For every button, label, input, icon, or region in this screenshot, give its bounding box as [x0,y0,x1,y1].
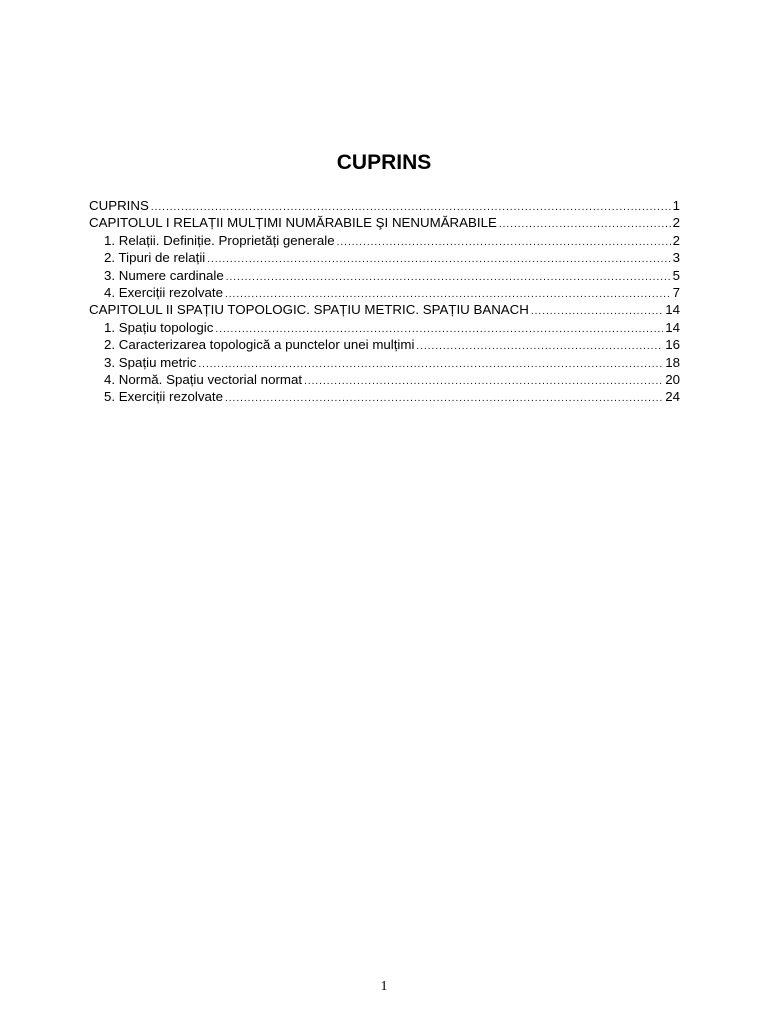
toc-entry-section[interactable] [89,319,680,336]
toc-entry-page: 1 [672,198,680,213]
dot-leader [225,390,663,405]
dot-leader [198,356,663,371]
toc-entry-page: 14 [665,319,680,335]
dot-leader [337,234,671,249]
toc-entry-section[interactable] [89,388,680,405]
toc-entry-page: 16 [665,337,680,353]
toc-entry-section[interactable] [89,336,680,353]
toc-entry-label: CAPITOLUL II SPAȚIU TOPOLOGIC. SPAȚIU METRIC. SPAȚIU BANACH [89,302,529,318]
page-title: CUPRINS [336,151,432,174]
dot-leader [304,373,663,388]
dot-leader [226,269,671,284]
toc-entry-page: 7 [672,284,680,300]
toc-entry-label: CUPRINS [89,198,149,213]
toc-entry-label: 3. Spațiu metric [104,354,197,370]
dot-leader [207,251,670,266]
toc-entry-page: 14 [665,302,680,318]
toc-entry-section[interactable] [89,267,680,284]
toc-entry-page: 2 [672,215,680,231]
dot-leader [531,303,663,318]
dot-leader [225,286,671,301]
dot-leader [215,321,663,336]
toc-entry-page: 18 [665,354,680,370]
dot-leader [151,199,671,214]
toc-entry-label: 2. Caracterizarea topologică a punctelor unei mulțimi [104,337,415,353]
toc-entry-label: 4. Normă. Spațiu vectorial normat [104,371,303,387]
toc-entry-page: 3 [672,250,680,266]
toc-entry-chapter-1[interactable] [89,214,680,231]
toc-entry-page: 24 [665,389,680,405]
toc-entry-section[interactable] [89,232,680,249]
toc-entry-label: 5. Exerciții rezolvate [104,389,223,405]
dot-leader [416,338,663,353]
toc-entry-section[interactable] [89,354,680,371]
toc-entry-page: 20 [665,371,680,387]
toc-entry-section[interactable] [89,249,680,266]
toc-entry-page: 5 [672,267,680,283]
toc-entry-section[interactable] [89,284,680,301]
toc-entry-label: 1. Relații. Definiție. Proprietăți generale [104,232,335,248]
dot-leader [499,216,671,231]
toc-entry-section[interactable] [89,371,680,388]
table-of-contents [89,197,680,406]
toc-entry-label: CAPITOLUL I RELAȚII MULȚIMI NUMĂRABILE ŞI NENUMĂRABILE [89,215,497,231]
toc-entry-label: 3. Numere cardinale [104,267,224,283]
toc-entry-label: 1. Spațiu topologic [104,319,214,335]
toc-entry-page: 2 [672,232,680,248]
toc-entry-label: 2. Tipuri de relații [104,250,206,266]
toc-entry-chapter-2[interactable] [89,301,680,318]
toc-entry-cuprins[interactable] [89,197,680,214]
toc-entry-label: 4. Exerciții rezolvate [104,284,223,300]
page-number: 1 [380,979,388,994]
